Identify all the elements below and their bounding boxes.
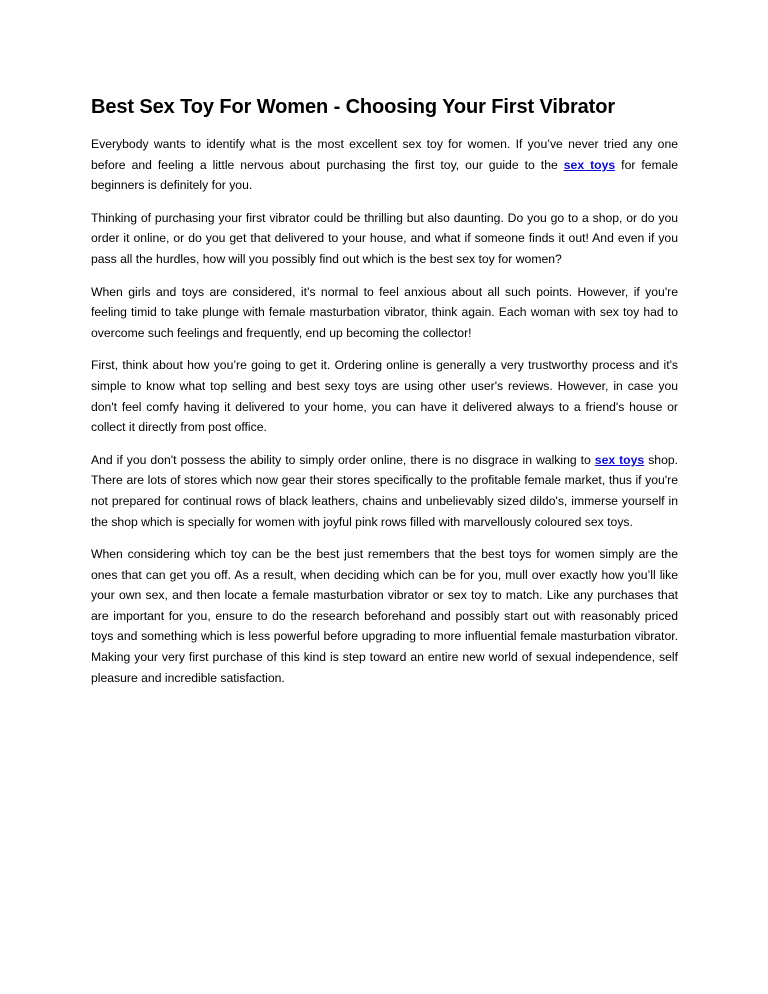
paragraph-4: First, think about how you’re going to get it. Ordering online is generally a very trustworthy process and it's simple to know what top selling and best sexy toys are using other user's reviews. However, in case you don't feel comfy having it delivered to your home, you can have it delivered always to a friend's house or collect it directly from post office.: [91, 358, 678, 435]
sex-toys-link-1[interactable]: sex toys: [563, 157, 616, 172]
paragraph-1: [91, 134, 678, 196]
paragraph-5-text-after: shop. There are lots of stores which now gear their stores specifically to the profitable female market, thus if you're not prepared for continual rows of black leathers, chains and unbelievably sized dildo's, immerse yourself in the shop which is specially for women with joyful pink rows filled with marvellously coloured sex toys.: [91, 452, 679, 529]
paragraph-5-text-before: And if you don't possess the ability to simply order online, there is no disgrace in walking to: [91, 452, 595, 467]
paragraph-1-text-before: Everybody wants to identify what is the most excellent sex toy for women. If you’ve never tried any one before and feeling a little nervous about purchasing the first toy, our guide to the: [91, 137, 678, 172]
document-body: [91, 94, 678, 700]
paragraph-6: When considering which toy can be the best just remembers that the best toys for women simply are the ones that can get you off. As a result, when deciding which can be for you, mull over exactly how you’ll like your own sex, and then locate a female masturbation vibrator or sex toy to match. Like any purchases that are important for you, ensure to do the research beforehand and possibly start out with reasonably priced toys and something which is less powerful before upgrading to more influential female masturbation vibrator. Making your very first purchase of this kind is step toward an entire new world of sexual independence, self pleasure and incredible satisfaction.: [91, 547, 678, 685]
paragraph-2: Thinking of purchasing your first vibrator could be thrilling but also daunting. Do you go to a shop, or do you order it online, or do you get that delivered to your house, and what if someone finds it out! And even if you pass all the hurdles, how will you possibly find out which is the best sex toy for women?: [91, 210, 678, 266]
paragraph-3: When girls and toys are considered, it’s normal to feel anxious about all such points. However, if you're feeling timid to take plunge with female masturbation vibrator, think again. Each woman with sex toy had to overcome such feelings and frequently, end up becoming the collector!: [91, 284, 678, 340]
paragraph-5: [91, 450, 678, 532]
sex-toys-link-2[interactable]: sex toys: [594, 452, 645, 467]
document-title: Best Sex Toy For Women - Choosing Your First Vibrator: [91, 96, 616, 118]
paragraph-1-text-after: for female beginners is definitely for you.: [91, 157, 678, 193]
